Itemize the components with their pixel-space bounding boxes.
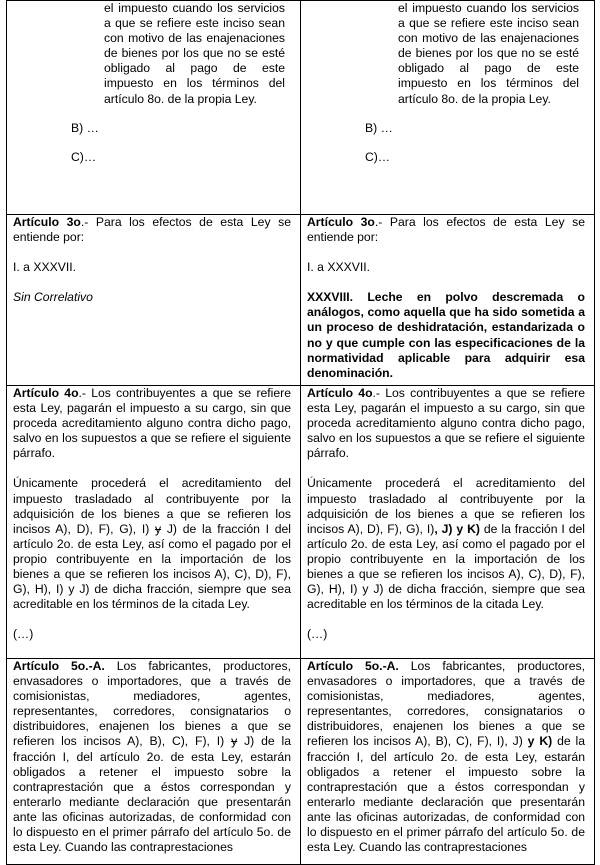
- left-cell: [7, 215, 301, 386]
- struck-text: y: [231, 734, 238, 749]
- article-3-intro: Artículo 3o.- Para los efectos de esta Ley se entiende por:: [307, 215, 585, 245]
- continued-text: el impuesto cuando los servicios a que se refiere este inciso sean con motivo de las enajenaciones de bienes por los que no se esté obligado al pago de este impuesto en los términos del artículo 8o. de la propia Ley.: [104, 1, 285, 106]
- item-b: B) …: [365, 120, 393, 135]
- right-cell: [301, 1, 595, 215]
- article-4-p1: Artículo 4o.- Los contribuyentes a que se refiere esta Ley, pagarán el impuesto a su cargo, sin que proceda acreditamiento alguno contra dicho pago, salvo en los supuestos a que se refiere el siguiente párrafo.: [13, 386, 291, 461]
- table-row: [7, 659, 595, 865]
- article-4-p1: Artículo 4o.- Los contribuyentes a que se refiere esta Ley, pagarán el impuesto a su cargo, sin que proceda acreditamiento alguno contra dicho pago, salvo en los supuestos a que se refiere el siguiente párrafo.: [307, 386, 585, 461]
- article-heading: Artículo 3o: [307, 215, 375, 229]
- left-cell: [7, 386, 301, 659]
- table-row: [7, 1, 595, 215]
- added-text: y K): [522, 734, 553, 749]
- no-correlative-note: Sin Correlativo: [13, 290, 93, 305]
- item-c: C)…: [365, 149, 391, 164]
- comparison-table: [6, 0, 595, 865]
- ellipsis: (…): [307, 627, 328, 642]
- fraction-range: I. a XXXVII.: [307, 260, 370, 275]
- article-heading: Artículo 5o.-A.: [13, 659, 105, 673]
- item-c: C)…: [71, 149, 97, 164]
- article-5a: Artículo 5o.-A. Los fabricantes, productores, envasadores o importadores, que a través de comisionistas, mediadores, agentes, representantes, corredores, consignatarios o distribuidores, enajenen los bienes a que se refieren los incisos A), B), C), F), I), J) y K) de la fracción I, del artículo 2o. de esta Ley, estarán obligados a retener el impuesto sobre la contraprestación que a éstos correspondan y enterarlo mediante declaración que presentarán ante las oficinas autorizadas, de conformidad con lo dispuesto en el primer párrafo del artículo 5o. de esta Ley. Cuando las contraprestaciones: [307, 659, 585, 855]
- new-fraction-xxxviii: XXXVIII. Leche en polvo descremada o análogos, como aquella que ha sido sometida a un proceso de deshidratación, estandarizada o no y que cumple con las especificaciones de la normatividad aplicable para adquirir esa denominación.: [307, 290, 585, 380]
- continued-text: el impuesto cuando los servicios a que se refiere este inciso sean con motivo de las enajenaciones de bienes por los que no se esté obligado al pago de este impuesto en los términos del artículo 8o. de la propia Ley.: [398, 1, 579, 106]
- right-cell: [301, 659, 595, 865]
- left-cell: [7, 1, 301, 215]
- article-heading: Artículo 3o: [13, 215, 81, 229]
- table-row: [7, 386, 595, 659]
- article-5a: Artículo 5o.-A. Los fabricantes, productores, envasadores o importadores, que a través de comisionistas, mediadores, agentes, representantes, corredores, consignatarios o distribuidores, enajenen los bienes a que se refieren los incisos A), B), C), F), I) y J) de la fracción I, del artículo 2o. de esta Ley, estarán obligados a retener el impuesto sobre la contraprestación que a éstos correspondan y enterarlo mediante declaración que presentarán ante las oficinas autorizadas, de conformidad con lo dispuesto en el primer párrafo del artículo 5o. de esta Ley. Cuando las contraprestaciones: [13, 659, 291, 855]
- left-cell: [7, 659, 301, 865]
- ellipsis: (…): [13, 627, 34, 642]
- article-heading: Artículo 4o: [307, 386, 373, 400]
- right-cell: [301, 215, 595, 386]
- article-4-p2: Únicamente procederá el acreditamiento del impuesto trasladado al contribuyente por la adquisición de los bienes a que se refieren los incisos A), D), F), G), I) y J) de la fracción I del artículo 2o. de esta Ley, así como el pagado por el propio contribuyente en la importación de los bienes a que se refieren los incisos A), C), D), F), G), H), I) y J) de dicha fracción, siempre que sea acreditable en los términos de la citada Ley.: [13, 476, 291, 612]
- article-3-intro: Artículo 3o.- Para los efectos de esta Ley se entiende por:: [13, 215, 291, 245]
- article-heading: Artículo 5o.-A.: [307, 659, 399, 673]
- article-heading: Artículo 4o: [13, 386, 79, 400]
- added-text: , J) y K): [434, 521, 480, 536]
- article-4-p2: Únicamente procederá el acreditamiento del impuesto trasladado al contribuyente por la adquisición de los bienes a que se refieren los incisos A), D), F), G), I), J) y K) de la fracción I del artículo 2o. de esta Ley, así como el pagado por el propio contribuyente en la importación de los bienes a que se refieren los incisos A), C), D), F), G), H), I) y J) de dicha fracción, siempre que sea acreditable en los términos de la citada Ley.: [307, 476, 585, 612]
- item-b: B) …: [71, 120, 99, 135]
- right-cell: [301, 386, 595, 659]
- fraction-range: I. a XXXVII.: [13, 260, 76, 275]
- table-row: [7, 215, 595, 386]
- struck-text: y: [155, 521, 162, 536]
